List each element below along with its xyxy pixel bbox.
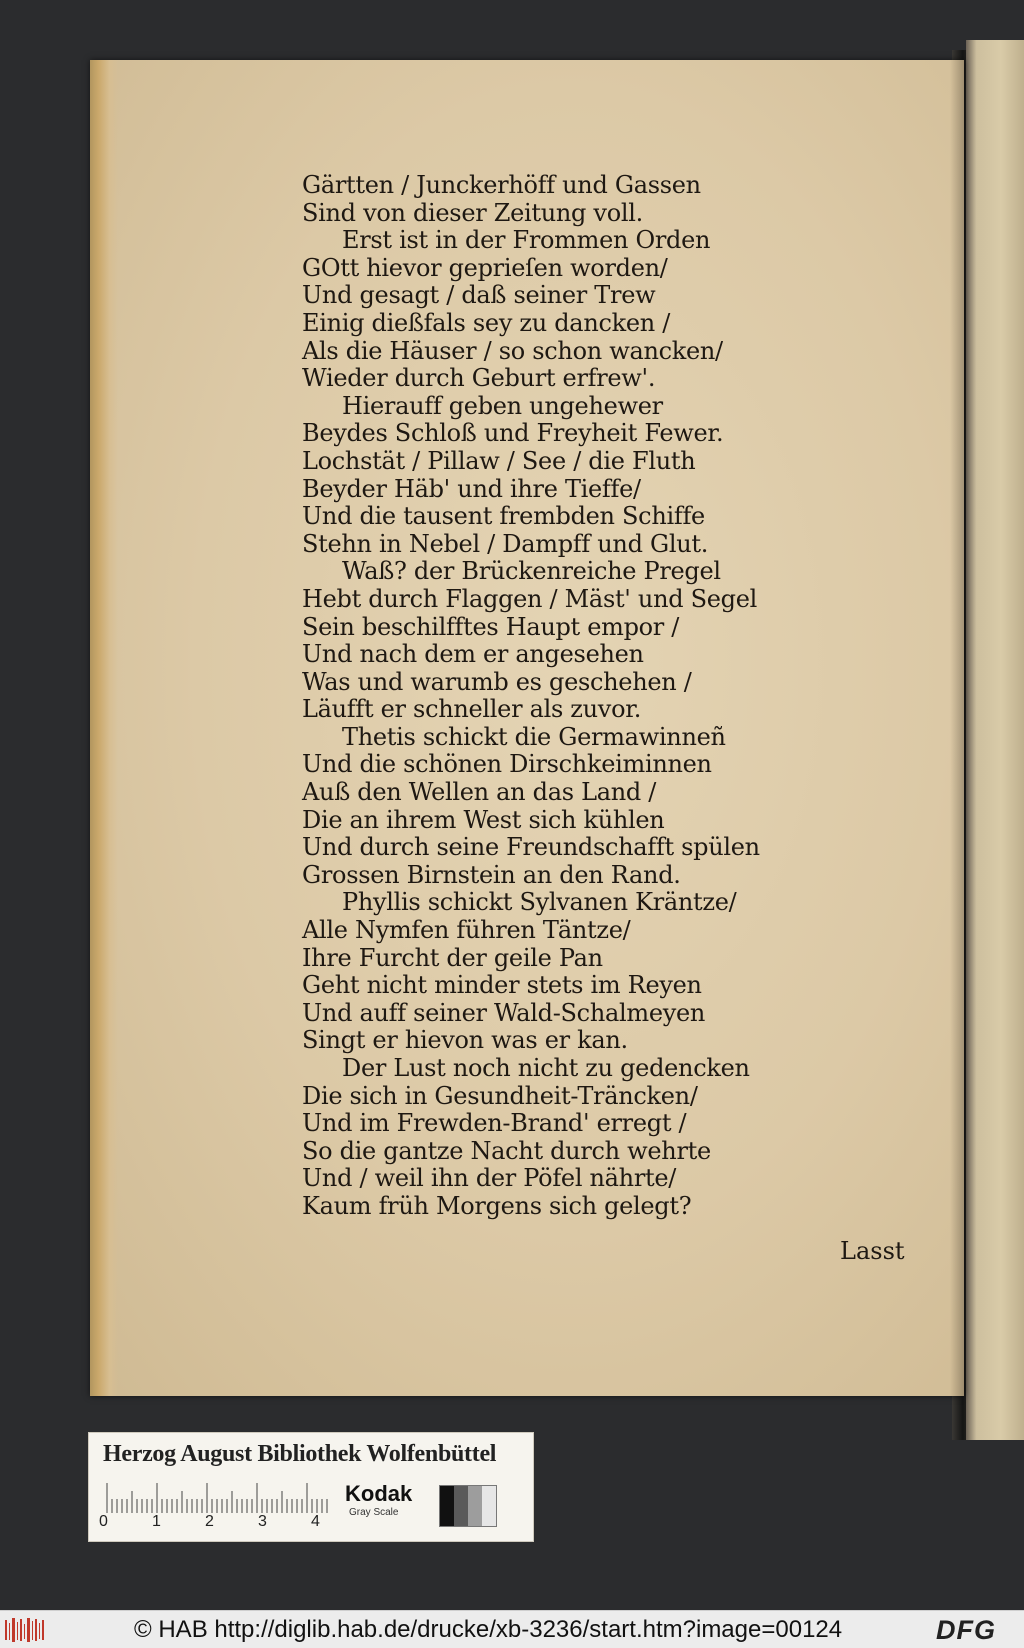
footer-bar	[0, 1610, 1024, 1648]
poem-line: Beydes Schloß und Freyheit Fewer.	[302, 419, 724, 448]
poem-line: Und gesagt / daß seiner Trew	[302, 281, 656, 310]
poem-line: Und durch seine Freundschafft spülen	[302, 833, 760, 862]
ruler-numbers	[99, 1513, 339, 1533]
ruler-number: 1	[152, 1513, 161, 1530]
ruler-number: 3	[258, 1513, 267, 1530]
poem-line: Die an ihrem West sich kühlen	[302, 805, 665, 834]
poem-line: So die gantze Nacht durch wehrte	[302, 1136, 711, 1165]
poem-line: Die sich in Gesundheit-Träncken/	[302, 1081, 698, 1110]
poem-line: GOtt hievor geprieſen worden/	[302, 253, 668, 282]
poem-line: Stehn in Nebel / Dampff und Glut.	[302, 529, 709, 558]
gray-swatch	[440, 1486, 454, 1526]
poem-line: Alle Nymfen führen Täntze/	[302, 916, 631, 945]
gray-swatch	[482, 1486, 496, 1526]
kodak-logo: Kodak	[345, 1481, 413, 1506]
ruler-number: 0	[99, 1513, 108, 1530]
gray-swatches	[439, 1485, 497, 1527]
page-shadow	[950, 60, 964, 1396]
poem-line: Und / weil ihn der Pöfel nährte/	[302, 1164, 677, 1193]
page-binding-edge	[90, 60, 118, 1396]
color-target-card	[88, 1432, 534, 1542]
ruler-number: 2	[205, 1513, 214, 1530]
poem-line: Läufft er schneller als zuvor.	[302, 695, 642, 724]
poem-line: Und die tausent frembden Schiffe	[302, 502, 705, 531]
poem-line: Kaum früh Morgens sich gelegt?	[302, 1191, 692, 1220]
poem-line: Grossen Birnstein an den Rand.	[302, 860, 681, 889]
poem-line: Beyder Häb' und ihre Tieffe/	[302, 474, 641, 503]
poem-line: Was und warumb es geschehen /	[302, 667, 692, 696]
ruler-number: 4	[311, 1513, 320, 1530]
poem-line: Phyllis schickt Sylvanen Kräntze/	[342, 888, 737, 917]
poem-line: Und nach dem er angesehen	[302, 640, 644, 669]
poem-line: Der Lust noch nicht zu gedencken	[342, 1054, 750, 1082]
poem-line: Sein beschilfftes Haupt empor /	[302, 612, 680, 641]
poem-line: Gärtten / Junckerhöff und Gassen	[302, 171, 701, 199]
gray-scale-label: Gray Scale	[349, 1507, 399, 1518]
library-name: Herzog August Bibliothek Wolfenbüttel	[103, 1441, 497, 1467]
poem-line: Als die Häuser / so schon wancken/	[302, 336, 723, 365]
poem-line: Und im Frewden-Brand' erregt /	[302, 1109, 687, 1138]
poem-text	[302, 172, 822, 1221]
poem-line: Singt er hievon was er kan.	[302, 1026, 628, 1055]
poem-line: Erst ist in der Frommen Orden	[342, 226, 711, 255]
poem-line: Und die schönen Dirschkeiminnen	[302, 750, 712, 779]
gray-swatch	[468, 1486, 482, 1526]
catchword: Lasst	[840, 1237, 905, 1265]
gray-swatch	[454, 1486, 468, 1526]
copyright-url: © HAB http://diglib.hab.de/drucke/xb-3236/start.htm?image=00124	[134, 1616, 843, 1643]
barcode-icon	[4, 1617, 46, 1643]
scanned-page	[90, 60, 964, 1396]
poem-line: Sind von dieser Zeitung voll.	[302, 198, 643, 227]
poem-line: Hebt durch Flaggen / Mäst' und Segel	[302, 584, 758, 613]
poem-line: Wieder durch Geburt erfrew'.	[302, 364, 656, 393]
poem-line: Lochstät / Pillaw / See / die Fluth	[302, 446, 696, 475]
scale-ruler	[105, 1477, 333, 1513]
poem-line: Einig dießfals sey zu dancken /	[302, 308, 671, 337]
poem-line: Thetis schickt die Germawinneñ	[342, 722, 726, 751]
poem-line: Hierauff geben ungehewer	[342, 391, 663, 420]
dfg-logo: DFG	[936, 1615, 996, 1645]
poem-line: Waß? der Brückenreiche Pregel	[342, 557, 721, 586]
poem-line: Und auff seiner Wald-Schalmeyen	[302, 998, 706, 1027]
poem-line: Auß den Wellen an das Land /	[302, 778, 657, 807]
poem-line: Geht nicht minder stets im Reyen	[302, 971, 702, 1000]
poem-line: Ihre Furcht der geile Pan	[302, 943, 603, 972]
next-page-edge	[966, 40, 1024, 1440]
